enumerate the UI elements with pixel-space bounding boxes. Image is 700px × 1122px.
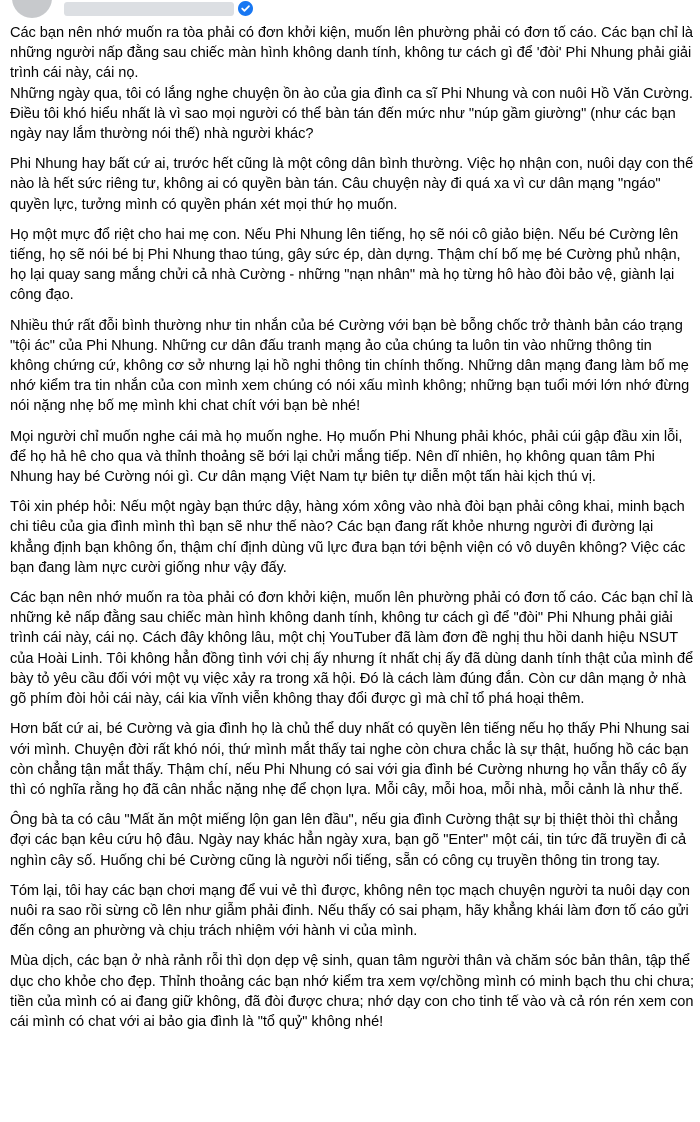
post-paragraph: Các bạn nên nhớ muốn ra tòa phải có đơn khởi kiện, muốn lên phường phải có đơn tố cáo. Các bạn chỉ là những kẻ nấp đằng sau chiếc màn hình không danh tính, không tư cách gì để "đòi" Phi Nhung phải giải trình cái này, cái nọ. Cách đây không lâu, một chị YouTuber đã làm đơn đề nghị thu hồi danh hiệu NSUT của Hoài Linh. Tôi không hẳn đồng tình với chị ấy nhưng ít nhất chị ấy đã dùng danh tính thật của mình để bày tỏ yêu cầu đối với một vụ việc xảy ra trong xã hội. Đó là cách làm đúng đắn. Còn cư dân mạng ở nhà gõ phím đòi hỏi cái này, cái kia vĩnh viễn không thay đổi được gì mà chỉ tổ phá hoại thêm.	[10, 590, 694, 708]
post-header	[0, 0, 700, 24]
post-paragraph: Tóm lại, tôi hay các bạn chơi mạng để vui vẻ thì được, không nên tọc mạch chuyện người ta nuôi dạy con nuôi ra sao rồi sừng cồ lên như giẫm phải đinh. Nếu thấy có sai phạm, hãy khẳng khái làm đơn tố cáo gửi đến công an phường và chịu trách nhiệm với hành vi của mình.	[10, 882, 690, 940]
avatar[interactable]	[12, 0, 52, 18]
post-paragraph: Mọi người chỉ muốn nghe cái mà họ muốn nghe. Họ muốn Phi Nhung phải khóc, phải cúi gập đầu xin lỗi, để họ hả hê cho qua và thỉnh thoảng sẽ bới lại chửi mắng tiếp. Nên dĩ nhiên, họ không quan tâm Phi Nhung hay bé Cường nói gì. Cư dân mạng Việt Nam tự biên tự diễn một tấn hài kịch thú vị.	[10, 428, 683, 486]
post-paragraph: Hơn bất cứ ai, bé Cường và gia đình họ là chủ thể duy nhất có quyền lên tiếng nếu họ thấy Phi Nhung sai với mình. Chuyện đời rất khó nói, thứ mình mắt thấy tai nghe còn chưa chắc là sự thật, huống hồ các bạn còn chẳng tận mắt thấy. Thậm chí, nếu Phi Nhung có sai với gia đình bé Cường nhưng họ vẫn thấy cô ấy thì có nghĩa rằng họ đã cân nhắc nặng nhẹ để chọn lựa. Mỗi cây, mỗi hoa, mỗi nhà, mỗi cảnh là như thế.	[10, 721, 690, 798]
post-paragraph: Tôi xin phép hỏi: Nếu một ngày bạn thức dậy, hàng xóm xông vào nhà đòi bạn phải công khai, minh bạch chi tiêu của gia đình mình thì bạn sẽ như thế nào? Các bạn đang rất khỏe nhưng người đi đường lại khẳng định bạn không ổn, thậm chí định dùng vũ lực đưa bạn tới bệnh viện có vô duyên không? Việc các bạn đang làm nực cười giống như vậy đấy.	[10, 499, 686, 576]
post-paragraph: Các bạn nên nhớ muốn ra tòa phải có đơn khởi kiện, muốn lên phường phải có đơn tố cáo. Các bạn chỉ là những người nấp đằng sau chiếc màn hình không danh tính, không tư cách gì để 'đòi' Phi Nhung phải giải trình cái này, cái nọ. Những ngày qua, tôi có lắng nghe chuyện ồn ào của gia đình ca sĩ Phi Nhung và con nuôi Hồ Văn Cường. Điều tôi khó hiểu nhất là vì sao mọi người có thể bàn tán đến mức như "núp gầm giường" (như các bạn ngày nay lắm thường nói thế) nhà người khác?	[10, 25, 693, 143]
post-paragraph: Ông bà ta có câu "Mất ăn một miếng lộn gan lên đầu", nếu gia đình Cường thật sự bị thiệt thòi thì chẳng đợi các bạn kêu cứu hộ đâu. Ngày nay khác hẳn ngày xưa, bạn gõ "Enter" một cái, tin tức đã truyền đi cả nghìn cây số. Huống chi bé Cường cũng là người nổi tiếng, sẵn có công cụ truyền thông tin trong tay.	[10, 812, 687, 869]
author-name[interactable]	[64, 2, 234, 16]
post-paragraph: Phi Nhung hay bất cứ ai, trước hết cũng là một công dân bình thường. Việc họ nhận con, nuôi dạy con thế nào là hết sức riêng tư, không ai có quyền bàn tán. Câu chuyện này đi quá xa vì cư dân mạng "ngáo" quyền lực, tưởng mình có quyền phán xét mọi thứ họ muốn.	[10, 156, 694, 213]
post-paragraph: Họ một mực đổ riệt cho hai mẹ con. Nếu Phi Nhung lên tiếng, họ sẽ nói cô giảo biện. Nếu bé Cường lên tiếng, họ sẽ nói bé bị Phi Nhung thao túng, gây sức ép, dàn dựng. Thậm chí bố mẹ bé Cường phủ nhận, họ lại quay sang mắng chửi cả nhà Cường - những "nạn nhân" mà họ từng hô hào đòi bảo vệ, giành lại công đạo.	[10, 226, 681, 304]
post-paragraph: Mùa dịch, các bạn ở nhà rảnh rỗi thì dọn dẹp vệ sinh, quan tâm người thân và chăm sóc bản thân, tập thể dục cho khỏe cho đẹp. Thỉnh thoảng các bạn nhớ kiểm tra xem vợ/chồng mình có minh bạch thu chi chưa; tiền của mình có ai đang giữ không, đã đòi được chưa; nhớ dạy con cho tinh tế vào và cả rón rén xem con cái mình có chat với ai bảo gia đình là "tổ quỷ" không nhé!	[10, 953, 694, 1030]
post-paragraph: Nhiều thứ rất đỗi bình thường như tin nhắn của bé Cường với bạn bè bỗng chốc trở thành bản cáo trạng "tội ác" của Phi Nhung. Những cư dân đấu tranh mạng ảo của chúng ta luôn tin vào những thông tin không chứng cứ, không cơ sở nhưng lại hồ nghi thông tin chính thống. Những dân mạng đang làm bố mẹ nhớ kiểm tra tin nhắn của con mình xem chúng có nói xấu mình không; những bạn tuổi mới lớn nhớ đừng nói nặng nhẹ bố mẹ mình khi chat chít với bạn bè nhé!	[10, 317, 690, 415]
verified-badge-icon	[238, 1, 253, 16]
post-body	[10, 23, 694, 1042]
